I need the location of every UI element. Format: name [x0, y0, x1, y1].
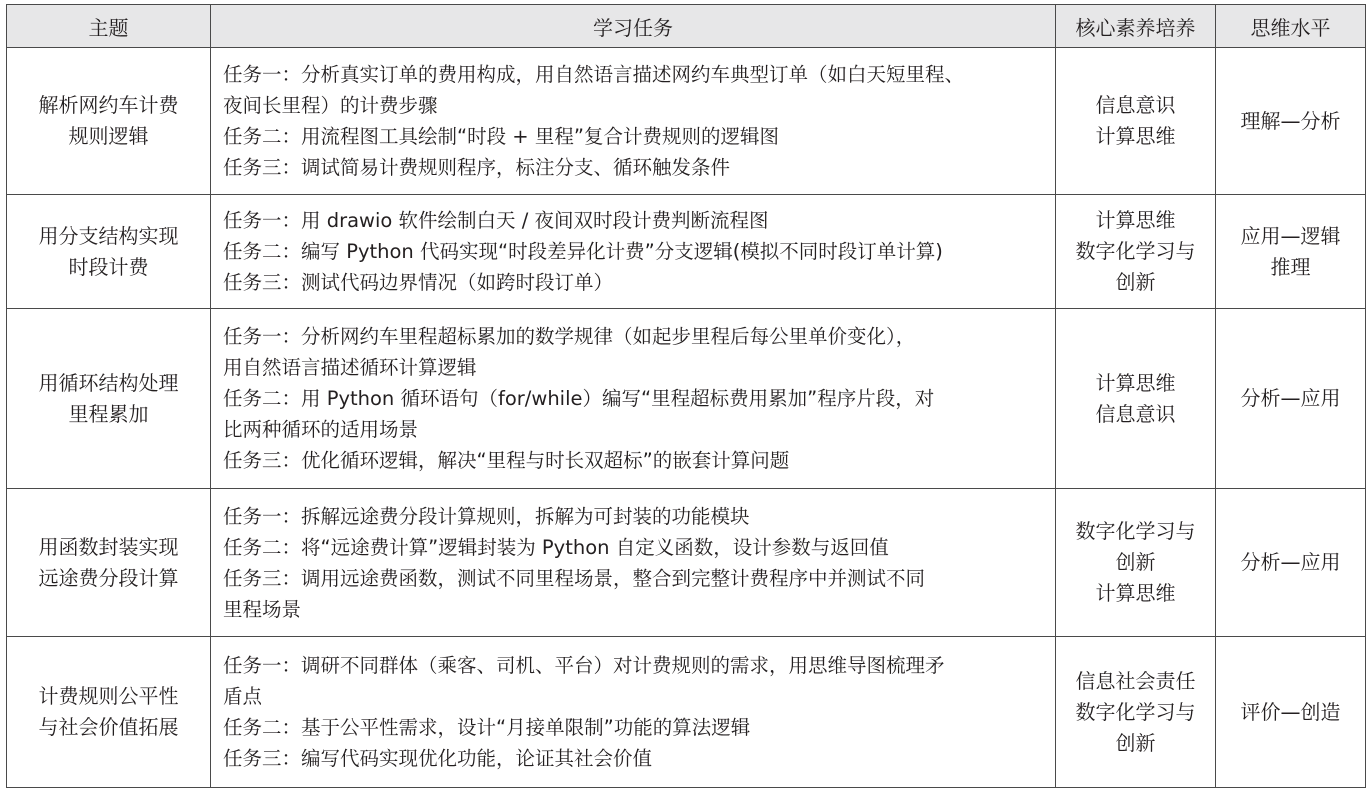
table-row [7, 309, 1366, 489]
task-line: 任务二：编写 Python 代码实现“时段差异化计费”分支逻辑(模拟不同时段订单计算) [223, 240, 943, 263]
level-line: 评价—创造 [1240, 699, 1341, 724]
theme-line: 远途费分段计算 [38, 565, 179, 590]
core-line: 计算思维 [1095, 124, 1176, 148]
task-line: 用自然语言描述循环计算逻辑 [223, 356, 477, 379]
theme-line: 与社会价值拓展 [38, 715, 179, 739]
theme-line: 解析网约车计费 [38, 93, 179, 117]
theme-line: 用函数封装实现 [38, 534, 179, 559]
level-cell [1216, 489, 1366, 637]
tasks-cell [211, 489, 1056, 637]
tasks-cell [211, 309, 1056, 489]
core-cell [1056, 489, 1216, 637]
task-line: 任务一：调研不同群体（乘客、司机、平台）对计费规则的需求，用思维导图梳理矛 [223, 654, 945, 677]
task-line: 里程场景 [223, 597, 302, 621]
header-theme: 主题 [7, 5, 211, 48]
tasks-cell [211, 195, 1056, 309]
task-line: 任务三：测试代码边界情况（如跨时段订单） [223, 271, 614, 294]
task-line: 任务一：拆解远途费分段计算规则，拆解为可封装的功能模块 [223, 504, 750, 528]
task-line: 任务二：将“远途费计算”逻辑封装为 Python 自定义函数，设计参数与返回值 [223, 535, 889, 559]
theme-cell [7, 489, 211, 637]
level-cell [1216, 637, 1366, 788]
level-line: 推理 [1270, 254, 1311, 279]
theme-cell [7, 48, 211, 195]
header-level: 思维水平 [1216, 5, 1366, 48]
theme-line: 计费规则公平性 [38, 684, 179, 708]
task-line: 任务三：调试简易计费规则程序，标注分支、循环触发条件 [223, 156, 731, 179]
core-line: 信息意识 [1095, 93, 1176, 117]
theme-cell [7, 195, 211, 309]
task-line: 盾点 [223, 685, 263, 708]
task-line: 夜间长里程）的计费步骤 [223, 94, 438, 117]
theme-line: 时段计费 [68, 254, 149, 279]
core-cell [1056, 309, 1216, 489]
core-line: 数字化学习与 [1075, 239, 1196, 263]
theme-line: 里程累加 [68, 401, 149, 426]
table-row [7, 637, 1366, 788]
table-row [7, 195, 1366, 309]
core-line: 信息意识 [1095, 401, 1176, 426]
task-line: 比两种循环的适用场景 [223, 418, 419, 441]
core-line: 数字化学习与 [1075, 699, 1196, 724]
core-line: 创新 [1115, 550, 1156, 574]
level-cell [1216, 309, 1366, 489]
theme-cell [7, 637, 211, 788]
task-line: 任务三：编写代码实现优化功能，论证其社会价值 [223, 747, 653, 770]
level-line: 理解—分析 [1240, 108, 1341, 133]
tasks-cell [211, 637, 1056, 788]
table-row [7, 489, 1366, 637]
table-row [7, 48, 1366, 195]
task-line: 任务三：调用远途费函数，测试不同里程场景，整合到完整计费程序中并测试不同 [223, 566, 926, 590]
task-line: 任务二：用流程图工具绘制“时段 + 里程”复合计费规则的逻辑图 [223, 125, 779, 148]
task-line: 任务三：优化循环逻辑，解决“里程与时长双超标”的嵌套计算问题 [223, 449, 790, 472]
level-cell [1216, 48, 1366, 195]
theme-line: 用循环结构处理 [38, 370, 179, 395]
task-line: 任务二：基于公平性需求，设计“月接单限制”功能的算法逻辑 [223, 716, 751, 739]
level-line: 分析—应用 [1240, 550, 1341, 574]
core-line: 信息社会责任 [1075, 668, 1196, 693]
tasks-cell [211, 48, 1056, 195]
header-row [7, 5, 1366, 48]
level-cell [1216, 195, 1366, 309]
task-line: 任务一：分析网约车里程超标累加的数学规律（如起步里程后每公里单价变化）， [223, 325, 916, 348]
core-cell [1056, 48, 1216, 195]
core-line: 计算思维 [1095, 581, 1176, 605]
core-line: 计算思维 [1095, 208, 1176, 232]
core-line: 数字化学习与 [1075, 519, 1196, 543]
core-line: 计算思维 [1095, 370, 1176, 395]
header-core: 核心素养培养 [1056, 5, 1216, 48]
theme-line: 用分支结构实现 [38, 223, 179, 248]
task-line: 任务一：用 drawio 软件绘制白天 / 夜间双时段计费判断流程图 [223, 209, 769, 232]
task-line: 任务一：分析真实订单的费用构成，用自然语言描述网约车典型订单（如白天短里程、 [223, 63, 965, 86]
level-line: 应用—逻辑 [1240, 223, 1341, 248]
theme-line: 规则逻辑 [68, 124, 149, 148]
task-line: 任务二：用 Python 循环语句（for/while）编写“里程超标费用累加”程序片段，对 [223, 387, 935, 410]
core-cell [1056, 195, 1216, 309]
curriculum-table [6, 4, 1366, 788]
core-line: 创新 [1115, 270, 1156, 294]
level-line: 分析—应用 [1240, 386, 1341, 410]
core-line: 创新 [1115, 730, 1156, 755]
theme-cell [7, 309, 211, 489]
core-cell [1056, 637, 1216, 788]
header-tasks: 学习任务 [211, 5, 1056, 48]
